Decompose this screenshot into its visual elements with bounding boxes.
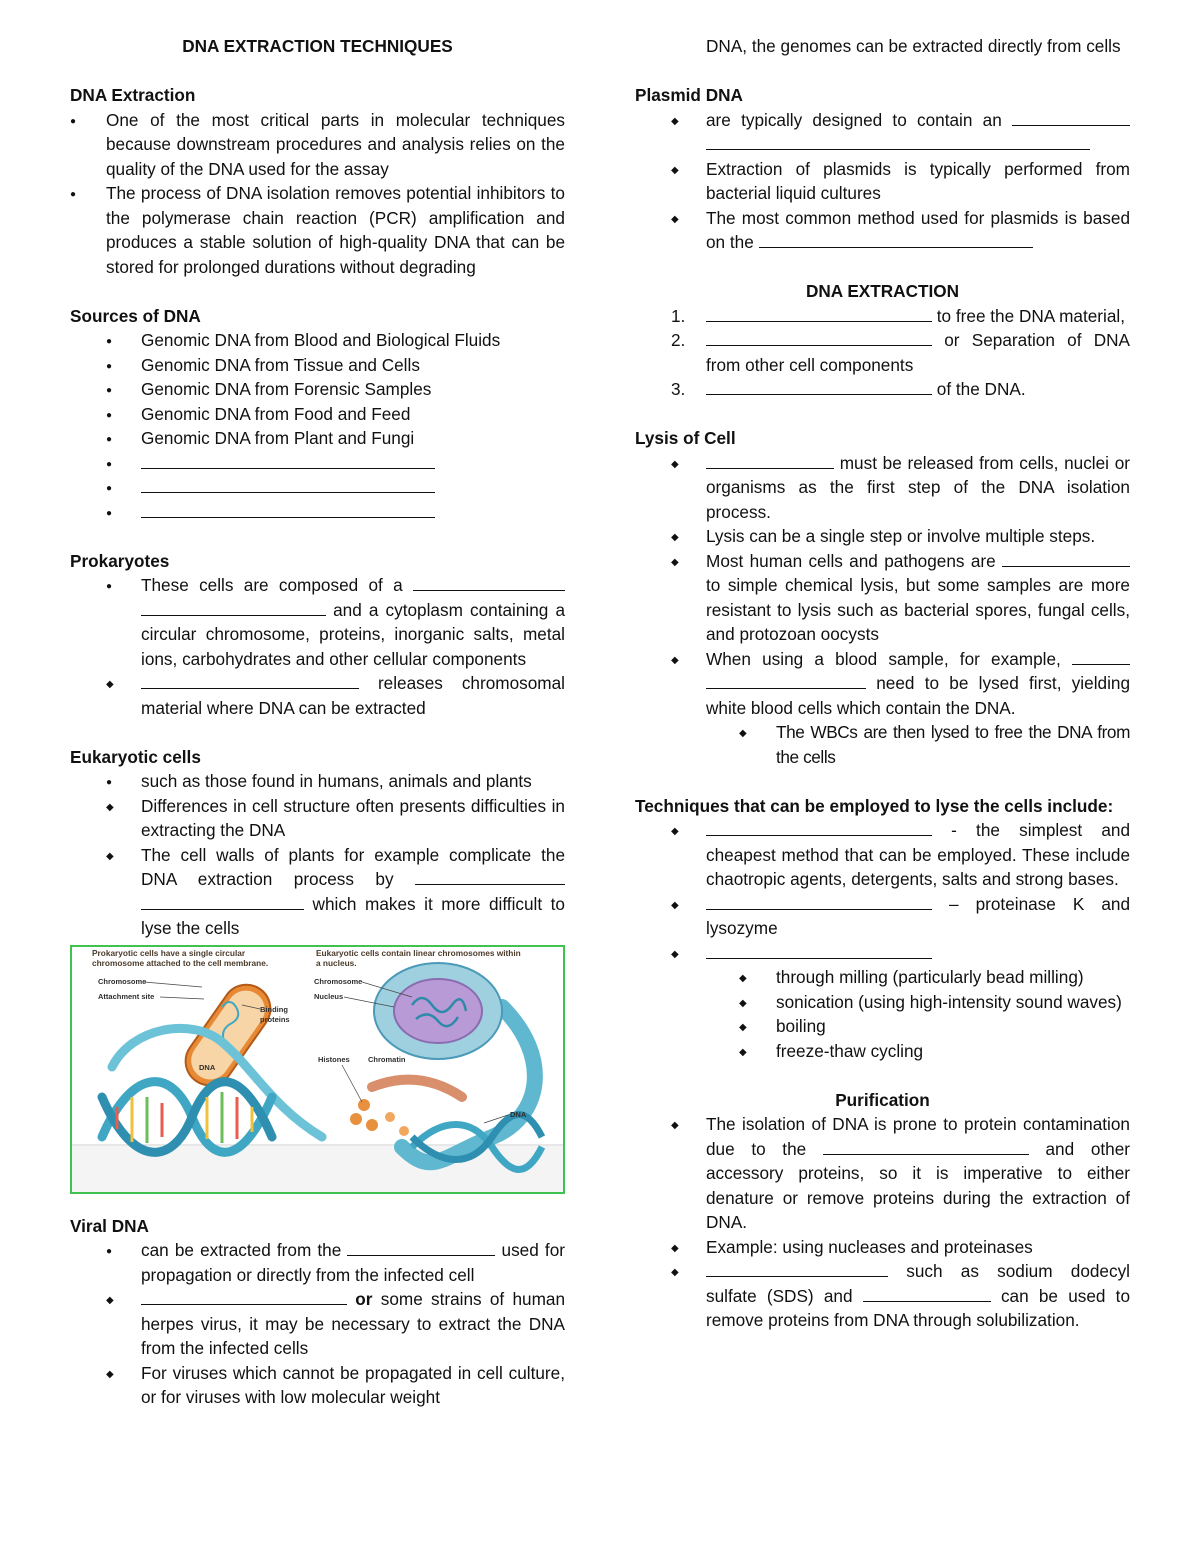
purification-list xyxy=(635,1112,1130,1333)
prok-caption-line2: chromosome attached to the cell membrane. xyxy=(92,957,269,968)
list-item: ● Genomic DNA from Blood and Biological Fluids xyxy=(70,328,565,353)
pointer-line xyxy=(160,997,204,999)
label-chromosome-prok: Chromosome xyxy=(98,976,147,986)
heading-sources-of-dna: Sources of DNA xyxy=(70,305,201,326)
sources-list xyxy=(70,328,565,524)
blank-list-item xyxy=(70,451,565,476)
label-binding-proteins-2: proteins xyxy=(260,1014,290,1024)
histone-ball xyxy=(399,1126,409,1136)
diamond-bullet-icon xyxy=(671,157,689,184)
cell-diagram-figure xyxy=(70,945,565,1194)
fill-in-blank xyxy=(706,1260,888,1277)
diamond-bullet-icon xyxy=(671,647,689,674)
bullet-icon xyxy=(106,402,124,429)
prokaryotes-list xyxy=(70,573,565,720)
list-item: ◆ such as sodium dodecyl sulfate (SDS) and can be used to remove proteins from DNA through solubilization. xyxy=(635,1259,1130,1333)
label-chromosome-euk: Chromosome xyxy=(314,976,363,986)
bullet-icon xyxy=(106,426,124,453)
fill-in-blank xyxy=(141,599,326,616)
right-column xyxy=(635,34,1130,1333)
list-item: ◆ The cell walls of plants for example complicate the DNA extraction process by which makes it more difficult to lyse the cells xyxy=(70,843,565,941)
fill-in-blank xyxy=(1002,550,1130,567)
step-item: 3. of the DNA. xyxy=(671,379,1026,399)
list-item: ● Genomic DNA from Plant and Fungi xyxy=(70,426,565,451)
plasmid-list xyxy=(635,108,1130,255)
fill-in-blank xyxy=(706,305,932,322)
eukaryotic-cell-illustration xyxy=(350,963,542,1170)
blank-list-item xyxy=(70,475,565,500)
diamond-bullet-icon xyxy=(671,524,689,551)
step-item: 2. or Separation of DNA from other cell components xyxy=(671,330,1130,375)
list-item: ◆ must be released from cells, nuclei or organisms as the first step of the DNA isolation process. xyxy=(635,451,1130,525)
diamond-bullet-icon xyxy=(739,990,757,1017)
label-chromatin: Chromatin xyxy=(368,1054,406,1064)
list-item: ◆ Example: using nucleases and proteinases xyxy=(635,1235,1130,1260)
fill-in-blank xyxy=(759,231,1033,248)
heading-eukaryotic-cells: Eukaryotic cells xyxy=(70,746,201,767)
diamond-bullet-icon xyxy=(106,1361,124,1388)
list-item: ◆ – proteinase K and lysozyme xyxy=(635,892,1130,941)
heading-purification: Purification xyxy=(835,1089,930,1110)
fill-in-blank xyxy=(141,476,435,493)
list-item: ◆ are typically designed to contain an xyxy=(635,108,1130,157)
list-item xyxy=(635,941,1130,966)
fill-in-blank xyxy=(1072,648,1130,665)
diamond-bullet-icon xyxy=(106,843,124,870)
diamond-bullet-icon xyxy=(671,1112,689,1139)
bullet-icon xyxy=(106,377,124,404)
diamond-bullet-icon xyxy=(671,892,689,919)
viral-continuation: DNA, the genomes can be extracted directly from cells xyxy=(706,36,1121,56)
diamond-bullet-icon xyxy=(739,1014,757,1041)
left-column xyxy=(70,34,565,1410)
list-item: ◆ or some strains of human herpes virus, it may be necessary to extract the DNA from the infected cells xyxy=(70,1287,565,1361)
fill-in-blank xyxy=(413,574,565,591)
list-item: ◆ The isolation of DNA is prone to protein contamination due to the and other accessory proteins, so it is imperative to either denature or remove proteins during the extraction of DNA. xyxy=(635,1112,1130,1235)
list-item: ◆ The most common method used for plasmids is based on the xyxy=(635,206,1130,255)
list-item: ◆ - the simplest and cheapest method that can be employed. These include chaotropic agents, detergents, salts and strong bases. xyxy=(635,818,1130,892)
list-item: ● can be extracted from the used for propagation or directly from the infected cell xyxy=(70,1238,565,1287)
diamond-bullet-icon xyxy=(739,1039,757,1066)
fill-in-blank xyxy=(141,893,304,910)
list-item: ◆ When using a blood sample, for example, need to be lysed first, yielding white blood cells which contain the DNA. xyxy=(635,647,1130,721)
dna-extraction-list xyxy=(70,108,565,280)
fill-in-blank xyxy=(706,942,932,959)
bullet-icon xyxy=(70,181,88,208)
heading-lysis-techniques: Techniques that can be employed to lyse the cells include: xyxy=(635,795,1114,816)
fill-in-blank xyxy=(706,672,866,689)
fill-in-blank xyxy=(706,329,932,346)
list-item: ◆ For viruses which cannot be propagated in cell culture, or for viruses with low molecular weight xyxy=(70,1361,565,1410)
diamond-bullet-icon xyxy=(671,108,689,135)
list-item: ● such as those found in humans, animals and plants xyxy=(70,769,565,794)
fill-in-blank xyxy=(415,868,565,885)
euk-caption-line2: a nucleus. xyxy=(316,957,357,968)
diamond-bullet-icon xyxy=(739,965,757,992)
diamond-bullet-icon xyxy=(671,451,689,478)
lysis-list xyxy=(635,451,1130,770)
viral-list xyxy=(70,1238,565,1410)
euk-caption-line1: Eukaryotic cells contain linear chromosomes within xyxy=(316,947,521,958)
diamond-bullet-icon xyxy=(671,549,689,576)
pointer-line xyxy=(342,1065,362,1102)
label-dna-euk: DNA xyxy=(510,1109,527,1119)
diamond-bullet-icon xyxy=(671,206,689,233)
histone-ball xyxy=(366,1119,378,1131)
bullet-icon xyxy=(106,769,124,796)
document-title: DNA EXTRACTION TECHNIQUES xyxy=(182,36,453,56)
diamond-bullet-icon xyxy=(671,941,689,968)
label-attachment-site: Attachment site xyxy=(98,991,155,1001)
bullet-icon xyxy=(106,451,124,478)
label-dna-prok: DNA xyxy=(199,1062,216,1072)
fill-in-blank xyxy=(706,819,932,836)
sub-list-item: ◆ sonication (using high-intensity sound waves) xyxy=(635,990,1130,1015)
list-item: ● Genomic DNA from Forensic Samples xyxy=(70,377,565,402)
diamond-bullet-icon xyxy=(106,1287,124,1314)
fill-in-blank xyxy=(706,452,834,469)
fill-in-blank xyxy=(347,1239,495,1256)
step-item: 1. to free the DNA material, xyxy=(671,305,1125,326)
bullet-icon xyxy=(106,475,124,502)
prok-caption-line1: Prokaryotic cells have a single circular xyxy=(92,947,246,958)
fill-in-blank xyxy=(706,378,932,395)
fill-in-blank xyxy=(823,1138,1029,1155)
heading-prokaryotes: Prokaryotes xyxy=(70,550,170,571)
pointer-line xyxy=(144,982,202,987)
fill-in-blank xyxy=(141,672,359,689)
fill-in-blank xyxy=(706,133,1090,150)
diamond-bullet-icon xyxy=(739,720,757,747)
list-item: ● These cells are composed of a and a cytoplasm containing a circular chromosome, proteins, inorganic salts, metal ions, carbohydrates and other cellular components xyxy=(70,573,565,671)
blank-list-item xyxy=(70,500,565,525)
sub-list-item: ◆ freeze-thaw cycling xyxy=(635,1039,1130,1064)
heading-dna-extraction: DNA Extraction xyxy=(70,85,196,105)
histone-ball xyxy=(358,1099,370,1111)
chromatin-fiber xyxy=(372,1079,462,1096)
label-binding-proteins-1: Binding xyxy=(260,1004,288,1014)
bullet-icon xyxy=(106,353,124,380)
bullet-icon xyxy=(106,500,124,527)
bullet-icon xyxy=(106,573,124,600)
diamond-bullet-icon xyxy=(106,671,124,698)
fill-in-blank xyxy=(141,452,435,469)
label-histones: Histones xyxy=(318,1054,350,1064)
diamond-bullet-icon xyxy=(671,1259,689,1286)
histone-ball xyxy=(385,1112,395,1122)
diamond-bullet-icon xyxy=(106,794,124,821)
fill-in-blank xyxy=(141,1288,347,1305)
list-item: ● Genomic DNA from Tissue and Cells xyxy=(70,353,565,378)
list-item: ◆ releases chromosomal material where DNA can be extracted xyxy=(70,671,565,720)
heading-dna-extraction-steps: DNA EXTRACTION xyxy=(805,281,960,301)
techniques-list xyxy=(635,818,1130,1063)
bullet-icon xyxy=(106,328,124,355)
cell-diagram-svg xyxy=(72,947,563,1192)
histone-ball xyxy=(350,1113,362,1125)
list-item: ◆ Lysis can be a single step or involve multiple steps. xyxy=(635,524,1130,549)
list-item: ◆ Differences in cell structure often presents difficulties in extracting the DNA xyxy=(70,794,565,843)
list-item: ◆ Extraction of plasmids is typically performed from bacterial liquid cultures xyxy=(635,157,1130,206)
list-item: ● Genomic DNA from Food and Feed xyxy=(70,402,565,427)
list-item: ● One of the most critical parts in molecular techniques because downstream procedures and analysis relies on the quality of the DNA used for the assay xyxy=(70,108,565,182)
fill-in-blank xyxy=(141,501,435,518)
bullet-icon xyxy=(70,108,88,135)
diamond-bullet-icon xyxy=(671,818,689,845)
eukaryotic-list xyxy=(70,769,565,941)
fill-in-blank xyxy=(863,1285,991,1302)
label-nucleus: Nucleus xyxy=(314,991,344,1001)
extraction-steps-list xyxy=(635,304,1130,402)
diamond-bullet-icon xyxy=(671,1235,689,1262)
heading-lysis-of-cell: Lysis of Cell xyxy=(635,428,736,448)
sub-list-item: ◆ The WBCs are then lysed to free the DNA from the cells xyxy=(635,720,1130,769)
fill-in-blank xyxy=(706,893,932,910)
list-item: ◆ Most human cells and pathogens are to simple chemical lysis, but some samples are more resistant to lysis such as bacterial spores, fungal cells, and protozoan oocysts xyxy=(635,549,1130,647)
fill-in-blank xyxy=(1012,109,1130,126)
list-item: ● The process of DNA isolation removes potential inhibitors to the polymerase chain reaction (PCR) amplification and produces a stable solution of high-quality DNA that can be stored for prolonged durations without degrading xyxy=(70,181,565,279)
sub-list-item: ◆ through milling (particularly bead milling) xyxy=(635,965,1130,990)
heading-viral-dna: Viral DNA xyxy=(70,1215,149,1236)
sub-list-item: ◆ boiling xyxy=(635,1014,1130,1039)
bullet-icon xyxy=(106,1238,124,1265)
heading-plasmid-dna: Plasmid DNA xyxy=(635,85,743,105)
